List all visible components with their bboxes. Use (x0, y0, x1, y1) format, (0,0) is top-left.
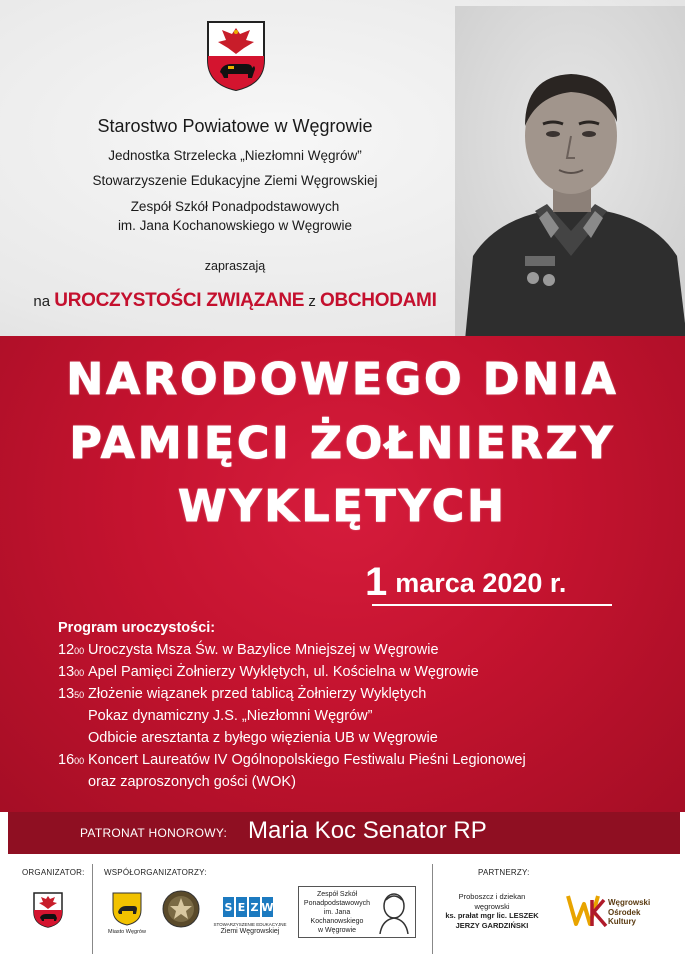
wok-line-2: Ośrodek (608, 907, 641, 917)
organizer-label: ORGANIZATOR: (22, 868, 85, 877)
partner-line-4: JERZY GARDZIŃSKI (455, 920, 529, 930)
miasto-caption: Miasto Węgrów (108, 929, 146, 935)
strzelec-logo (162, 890, 200, 928)
time-hour: 12 (58, 642, 75, 658)
time-minutes: 00 (74, 646, 85, 656)
sezw-caption-2: Ziemi Węgrowskiej (220, 928, 280, 935)
headline-part-1: na (33, 293, 51, 310)
program-time (58, 661, 88, 683)
crest-icon (206, 20, 266, 92)
wok-logo (566, 890, 608, 930)
coorganizers-label: WSPÓŁORGANIZATORZY: (104, 868, 207, 877)
crest-icon (33, 892, 63, 928)
time-minutes: 50 (74, 690, 85, 700)
title-line-1: NARODOWEGO DNIA (66, 354, 619, 405)
school-text (300, 890, 374, 935)
time-hour: 13 (58, 686, 75, 702)
program-time (58, 749, 88, 771)
footer-divider (432, 864, 433, 954)
program-text: Złożenie wiązanek przed tablicą Żołnierzy Wyklętych (88, 686, 427, 702)
organizer-line-4: Zespół Szkół Ponadpodstawowych (130, 199, 340, 214)
partner-priest (440, 892, 544, 930)
wok-line-3: Kultury (608, 917, 636, 926)
patron-name: Maria Koc Senator RP (248, 817, 487, 844)
program-text-continued: oraz zaproszonych gości (WOK) (88, 774, 296, 790)
program-item (58, 639, 526, 661)
event-date (365, 560, 566, 605)
headline (0, 290, 470, 312)
time-hour: 13 (58, 664, 75, 680)
headline-part-4: OBCHODAMI (319, 290, 437, 311)
organizer-line-2: Jednostka Strzelecka „Niezłomni Węgrów” (108, 148, 362, 163)
program-text: Uroczysta Msza Św. w Bazylice Mniejszej w Węgrowie (88, 642, 439, 658)
school-line-4: w Węgrowie (317, 927, 357, 934)
headline-part-2: UROCZYSTOŚCI ZWIĄZANE (54, 290, 305, 311)
program (58, 617, 526, 793)
program-text: Apel Pamięci Żołnierzy Wyklętych, ul. Kościelna w Węgrowie (88, 664, 479, 680)
svg-text:E: E (237, 901, 246, 914)
school-line-2: Ponadpodstawowych (303, 900, 371, 907)
sezw-caption-1: STOWARZYSZENIE EDUKACYJNE (213, 922, 287, 927)
program-time (58, 639, 88, 661)
partner-line-1: Proboszcz i dziekan (458, 892, 526, 901)
invite-text: zapraszają (204, 259, 266, 273)
patron-label: PATRONAT HONOROWY: (80, 826, 228, 840)
svg-text:Z: Z (250, 901, 259, 914)
wok-text (608, 898, 652, 927)
date-rest: marca 2020 r. (395, 568, 567, 598)
time-minutes: 00 (74, 756, 85, 766)
program-text: Koncert Laureatów IV Ogólnopolskiego Festiwalu Pieśni Legionowej (88, 752, 526, 768)
headline-part-3: z (308, 293, 316, 310)
partners-label: PARTNERZY: (478, 868, 530, 877)
program-time (58, 683, 88, 705)
partner-line-2: węgrowski (474, 901, 510, 911)
svg-text:W: W (261, 901, 274, 914)
partner-line-3: ks. prałat mgr lic. LESZEK (445, 911, 539, 920)
organizer-line-1: Starostwo Powiatowe w Węgrowie (97, 116, 373, 136)
footer (0, 856, 685, 960)
time-minutes: 00 (74, 668, 85, 678)
svg-text:S: S (224, 901, 233, 914)
miasto-wegrow-logo (112, 892, 142, 926)
program-item (58, 749, 526, 771)
date-day: 1 (365, 560, 388, 604)
portrait-photo (455, 6, 685, 340)
date-underline (372, 604, 612, 606)
title-line-3: WYKLĘTYCH (177, 481, 507, 532)
time-hour: 16 (58, 752, 75, 768)
program-text-continued: Odbicie aresztanta z byłego więzienia UB w Węgrowie (88, 730, 438, 746)
organizer-line-3: Stowarzyszenie Edukacyjne Ziemi Węgrowskiej (92, 173, 378, 188)
school-portrait-icon (376, 890, 412, 934)
organizer-line-5: im. Jana Kochanowskiego w Węgrowie (117, 218, 353, 233)
title-line-2: PAMIĘCI ŻOŁNIERZY (69, 418, 616, 469)
school-line-1: Zespół Szkół (316, 891, 358, 898)
program-item (58, 683, 526, 705)
program-text-continued: Pokaz dynamiczny J.S. „Niezłomni Węgrów” (88, 708, 373, 724)
school-line-3: im. Jana Kochanowskiego (310, 909, 364, 925)
patron-bar (8, 812, 680, 854)
top-section (0, 0, 685, 340)
program-item (58, 661, 526, 683)
wok-line-1: Węgrowski (608, 898, 651, 907)
footer-divider (92, 864, 93, 954)
sezw-logo (222, 896, 274, 918)
program-heading: Program uroczystości: (58, 620, 216, 636)
